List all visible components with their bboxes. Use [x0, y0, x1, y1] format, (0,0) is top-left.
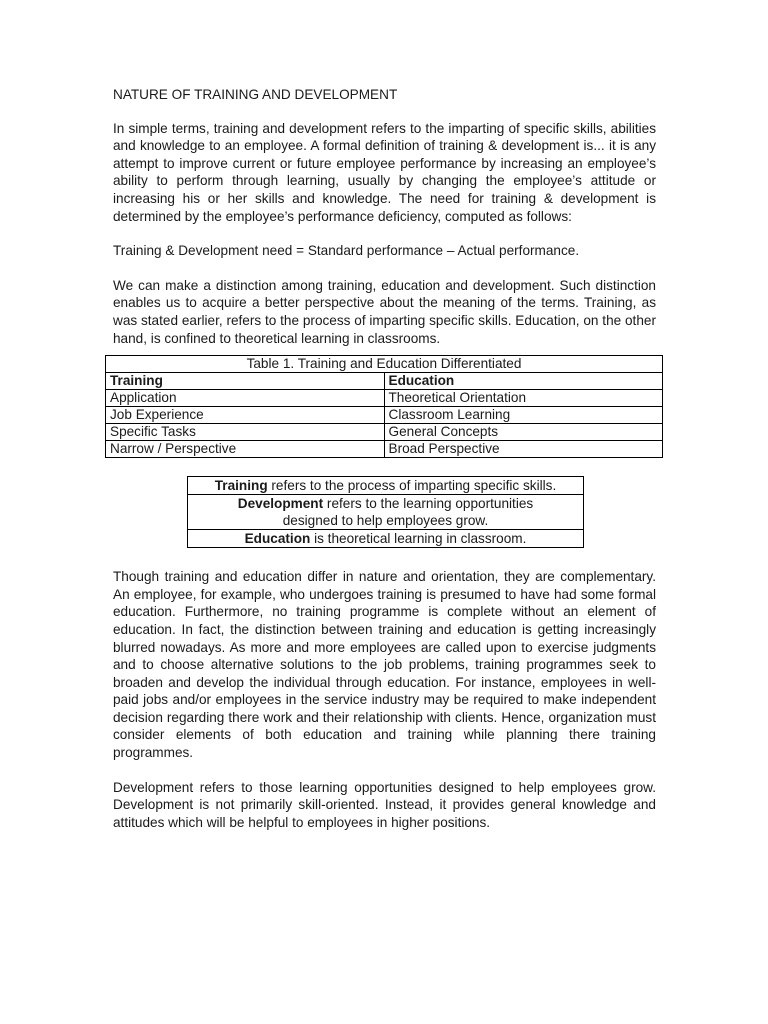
definition-education: is theoretical learning in classroom. [310, 531, 527, 547]
complementary-paragraph: Though training and education differ in nature and orientation, they are complementary. An employee, for example, who undergoes training is presumed to have had some formal education. Furthermore, no training programme is complete without an element of education. In fact, the distinction between training and education is getting increasingly blurred nowadays. As more and more employees are called upon to exercise judgments and to choose alternative solutions to the job problems, training programmes seek to broaden and develop the individual through education. For instance, employees in well-paid jobs and/or employees in the service industry may be required to make independent decision regarding there work and their relationship with clients. Hence, organization must consider elements of both education and training while planning there training programmes. [113, 569, 656, 761]
definition-training: refers to the process of imparting specific skills. [267, 478, 557, 494]
table-cell: Job Experience [106, 407, 385, 424]
table-row [106, 407, 663, 424]
section-heading: NATURE OF TRAINING AND DEVELOPMENT [113, 87, 398, 102]
definition-development-line2: designed to help employees grow. [282, 513, 489, 529]
term-training: Training [214, 478, 268, 494]
term-development: Development [237, 496, 324, 512]
table-cell: Narrow / Perspective [106, 441, 385, 458]
table-cell: General Concepts [384, 424, 663, 441]
table-caption: Table 1. Training and Education Differentiated [106, 356, 663, 373]
table-row [106, 390, 663, 407]
column-header-education: Education [384, 373, 663, 390]
distinction-paragraph: We can make a distinction among training, education and development. Such distinction enables us to acquire a better perspective about the meaning of the terms. Training, as was stated earlier, refers to the process of imparting specific skills. Education, on the other hand, is confined to theoretical learning in classrooms. [113, 277, 656, 346]
formula-line: Training & Development need = Standard performance – Actual performance. [113, 243, 580, 259]
table-cell: Broad Perspective [384, 441, 663, 458]
table-row [106, 441, 663, 458]
development-paragraph: Development refers to those learning opportunities designed to help employees grow. Development is not primarily skill-oriented. Instead, it provides general knowledge and attitudes which will be helpful to employees in higher positions. [113, 779, 656, 830]
table-cell: Classroom Learning [384, 407, 663, 424]
definition-row-development [188, 495, 584, 530]
definition-row-education [188, 530, 584, 548]
table-cell: Theoretical Orientation [384, 390, 663, 407]
definition-development: refers to the learning opportunities [323, 496, 534, 512]
training-education-table [105, 355, 663, 458]
document-page [110, 86, 656, 848]
term-education: Education [244, 531, 311, 547]
column-header-training: Training [106, 373, 385, 390]
definitions-box [187, 476, 584, 548]
table-cell: Specific Tasks [106, 424, 385, 441]
intro-paragraph: In simple terms, training and development refers to the imparting of specific skills, abilities and knowledge to an employee. A formal definition of training & development is... it is any attempt to improve current or future employee performance by increasing an employee’s ability to perform through learning, usually by changing the employee’s attitude or increasing his or her skills and knowledge. The need for training & development is determined by the employee’s performance deficiency, computed as follows: [113, 120, 656, 224]
table-row [106, 424, 663, 441]
table-cell: Application [106, 390, 385, 407]
definition-row-training [188, 477, 584, 495]
